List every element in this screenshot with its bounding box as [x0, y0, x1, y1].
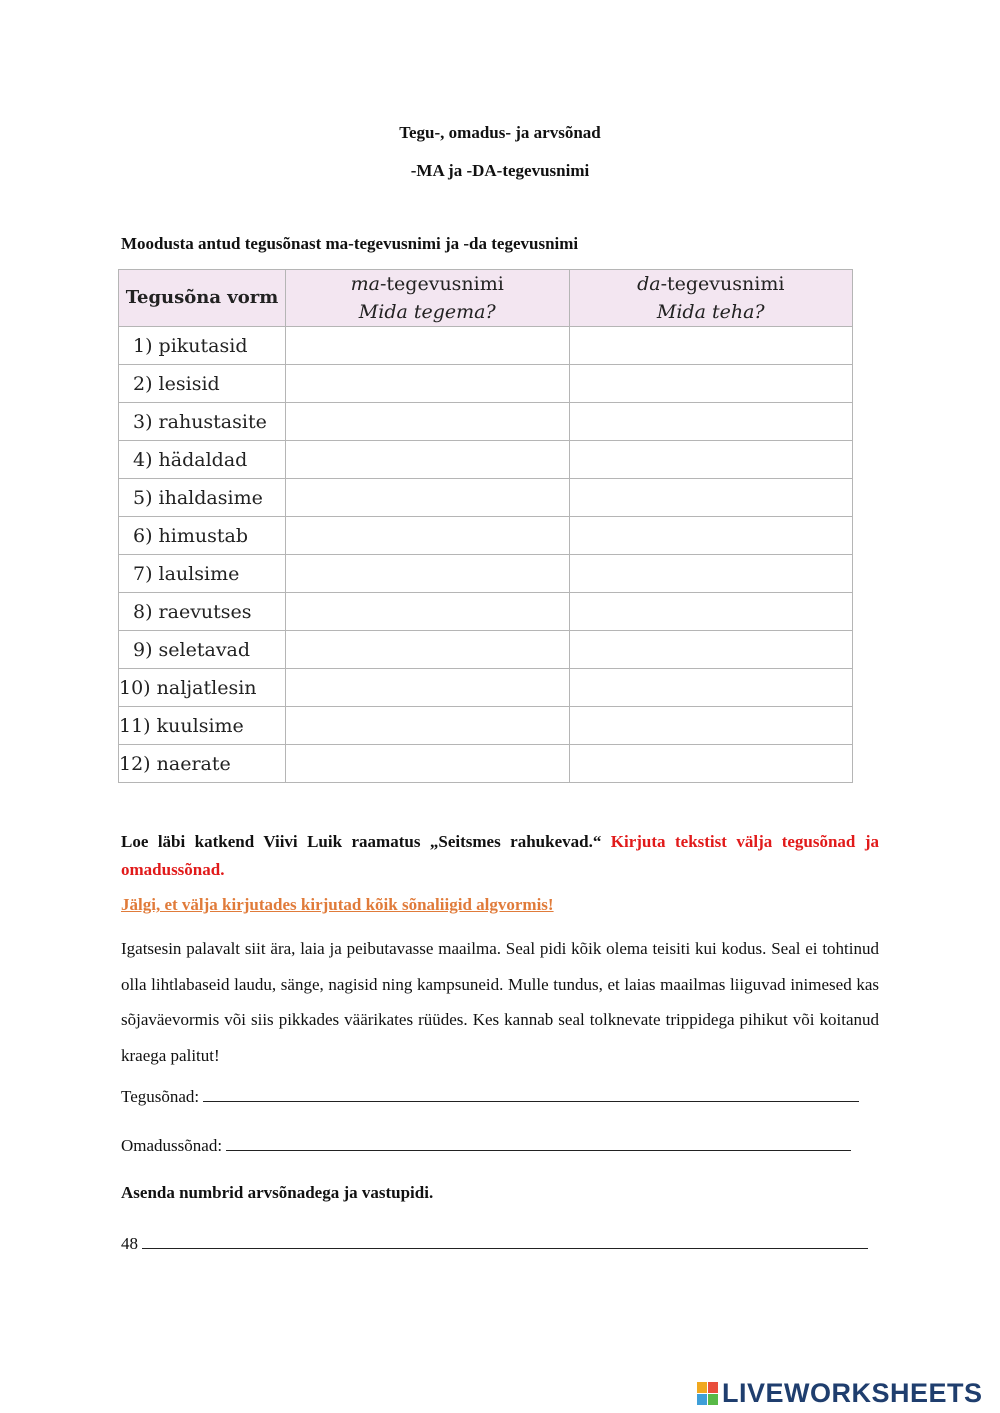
task1-instruction: Moodusta antud tegusõnast ma-tegevusnimi ja -da tegevusnimi — [121, 234, 579, 253]
da-answer-cell[interactable] — [569, 517, 853, 555]
verbs-answer-line — [121, 1087, 859, 1107]
da-answer-cell[interactable] — [569, 365, 853, 403]
verb-form-cell: 1) pikutasid — [119, 327, 286, 365]
ma-answer-cell[interactable] — [286, 327, 570, 365]
table-row — [119, 365, 853, 403]
logo-icon — [697, 1382, 719, 1406]
da-answer-cell[interactable] — [569, 441, 853, 479]
table-row — [119, 555, 853, 593]
worksheet-subtitle: -MA ja -DA-tegevusnimi — [410, 161, 590, 180]
ma-answer-cell[interactable] — [286, 365, 570, 403]
table-row — [119, 669, 853, 707]
ma-answer-cell[interactable] — [286, 517, 570, 555]
da-question: Mida teha? — [656, 301, 765, 323]
table-row — [119, 631, 853, 669]
logo-square — [697, 1382, 707, 1393]
logo-square — [708, 1394, 718, 1405]
table-row — [119, 745, 853, 783]
ma-prefix: ma — [350, 273, 380, 295]
verbs-answer-blank[interactable] — [203, 1087, 859, 1102]
table-row — [119, 479, 853, 517]
ma-answer-cell[interactable] — [286, 707, 570, 745]
da-answer-cell[interactable] — [569, 669, 853, 707]
da-suffix: -tegevusnimi — [660, 273, 785, 295]
verb-form-cell: 2) lesisid — [119, 365, 286, 403]
task2-instruction — [121, 828, 879, 884]
ma-answer-cell[interactable] — [286, 441, 570, 479]
ma-suffix: -tegevusnimi — [380, 273, 504, 295]
verb-form-cell: 10) naljatlesin — [119, 669, 286, 707]
adjectives-label: Omadussõnad: — [121, 1136, 223, 1155]
verb-form-cell: 6) himustab — [119, 517, 286, 555]
table-row — [119, 707, 853, 745]
verbs-label: Tegusõnad: — [121, 1087, 200, 1106]
da-answer-cell[interactable] — [569, 403, 853, 441]
verb-form-cell: 8) raevutses — [119, 593, 286, 631]
logo-text: LIVEWORKSHEETS — [722, 1378, 983, 1408]
da-prefix: da — [637, 273, 661, 295]
verb-form-cell: 4) hädaldad — [119, 441, 286, 479]
liveworksheets-logo — [697, 1378, 983, 1409]
task3-instruction: Asenda numbrid arvsõnadega ja vastupidi. — [121, 1183, 434, 1202]
ma-answer-cell[interactable] — [286, 631, 570, 669]
worksheet-title: Tegu-, omadus- ja arvsõnad — [399, 123, 601, 142]
ma-answer-cell[interactable] — [286, 669, 570, 707]
verb-form-cell: 7) laulsime — [119, 555, 286, 593]
header-da-infinitive — [569, 270, 853, 327]
task2-instruction-highlight: Kirjuta tekstist välja tegusõnad ja omadussõnad. — [121, 832, 879, 879]
header-verb-form: Tegusõna vorm — [119, 270, 286, 327]
table-header-row — [119, 270, 853, 327]
verb-form-cell: 5) ihaldasime — [119, 479, 286, 517]
verb-form-cell: 3) rahustasite — [119, 403, 286, 441]
adjectives-answer-blank[interactable] — [226, 1136, 851, 1151]
number-answer-blank[interactable] — [142, 1234, 868, 1249]
verb-form-cell: 11) kuulsime — [119, 707, 286, 745]
table-row — [119, 593, 853, 631]
header-ma-infinitive — [286, 270, 570, 327]
ma-question: Mida tegema? — [358, 301, 496, 323]
table-row — [119, 327, 853, 365]
da-answer-cell[interactable] — [569, 555, 853, 593]
verb-forms-table — [118, 269, 853, 783]
verb-form-cell: 9) seletavad — [119, 631, 286, 669]
da-answer-cell[interactable] — [569, 593, 853, 631]
logo-square — [708, 1382, 718, 1393]
number-answer-line — [121, 1234, 868, 1254]
table-row — [119, 517, 853, 555]
da-answer-cell[interactable] — [569, 707, 853, 745]
da-answer-cell[interactable] — [569, 745, 853, 783]
task2-instruction-text: Loe läbi katkend Viivi Luik raamatus „Seitsmes rahukevad.“ — [121, 832, 602, 851]
da-answer-cell[interactable] — [569, 327, 853, 365]
task2-note: Jälgi, et välja kirjutades kirjutad kõik sõnaliigid algvormis! — [121, 895, 554, 914]
logo-square — [697, 1394, 707, 1405]
ma-answer-cell[interactable] — [286, 593, 570, 631]
verb-form-cell: 12) naerate — [119, 745, 286, 783]
da-answer-cell[interactable] — [569, 631, 853, 669]
ma-answer-cell[interactable] — [286, 745, 570, 783]
ma-answer-cell[interactable] — [286, 479, 570, 517]
table-row — [119, 441, 853, 479]
ma-answer-cell[interactable] — [286, 403, 570, 441]
table-row — [119, 403, 853, 441]
adjectives-answer-line — [121, 1136, 851, 1156]
number-label: 48 — [121, 1234, 138, 1253]
da-answer-cell[interactable] — [569, 479, 853, 517]
ma-answer-cell[interactable] — [286, 555, 570, 593]
reading-passage: Igatsesin palavalt siit ära, laia ja peibutavasse maailma. Seal pidi kõik olema teisiti kui kodus. Seal ei tohtinud olla lihtlabaseid laudu, sänge, nagisid ning kampsuneid. Mulle tundus, et laias maailmas liiguvad inimesed kas sõjaväevormis või siis pikkades väärikates rüüdes. Kes kannab seal tolknevate trippidega pihikut või koitanud kraega palitut! — [121, 939, 879, 1065]
